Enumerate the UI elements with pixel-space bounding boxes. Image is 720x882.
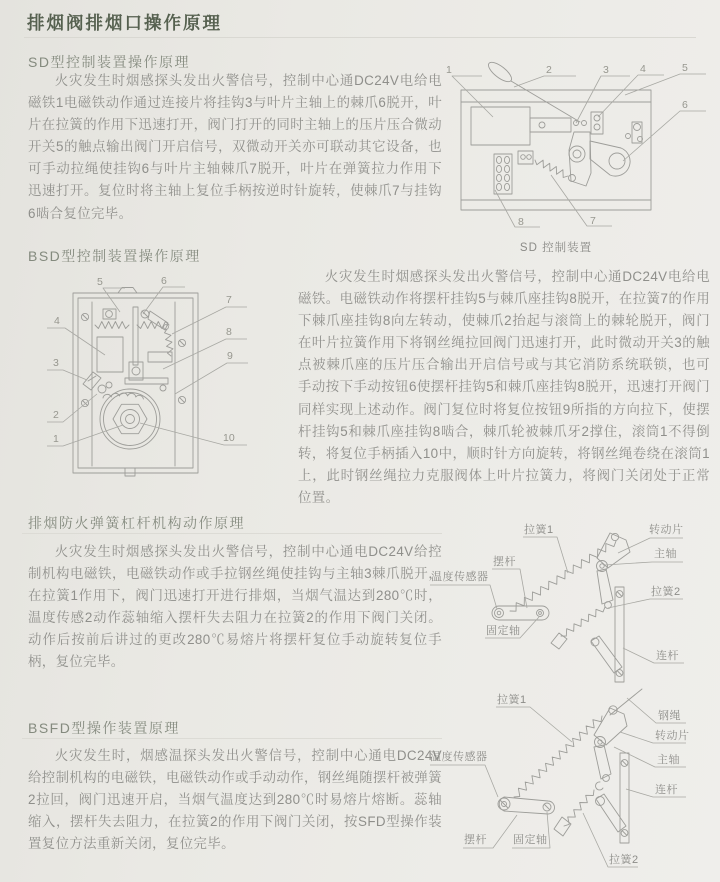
bsfd-spring2 xyxy=(564,790,594,826)
page-title: 排烟阀排烟口操作原理 xyxy=(27,14,222,34)
bsfd-section-heading: BSFD型操作装置原理 xyxy=(28,720,180,736)
bsd-section-body: 火灾发生时烟感探头发出火警信号，控制中心通DC24V电给电磁铁。电磁铁动作将摆杆挂钩5与棘爪座挂钩8脱开，在拉簧7的作用下棘爪座挂钩8向左转动，使棘爪2抬起与滚筒上的棘轮脱开，阀门在叶片拉簧作用下将钢丝绳拉回阀门迅速打开，此时微动开关3的触点被棘爪座的压片压合输出开启信号或与其它消防系统联锁，也可手动按下手动按钮6使摆杆挂钩5和棘爪座挂钩8脱开，迅速打开阀门同样实现上述动作。阀门复位时将复位按钮9所指的方向拉下，使摆杆挂钩5和棘爪座挂钩8啮合，棘爪轮被棘爪牙2撑住，滚筒1不得倒转，将复位手柄插入10中，顺时针方向旋转，将钢丝绳卷绕在滚筒1上，此时钢丝绳拉力克服阀体上叶片拉簧力，将阀门关闭处于正常位置。 xyxy=(298,269,710,505)
lever-figure xyxy=(430,505,720,690)
sd-pull-ring xyxy=(486,59,515,85)
bsfd-label-spring2: 拉簧2 xyxy=(609,854,639,866)
bsd-part-number-4: 4 xyxy=(54,315,60,327)
sd-part-number-7: 7 xyxy=(590,215,596,227)
sd-electromagnet xyxy=(471,107,530,145)
bsfd-steel-rope xyxy=(610,689,642,715)
sd-part-number-5: 5 xyxy=(682,62,688,74)
bsfd-label-rotating-plate: 转动片 xyxy=(655,730,690,742)
lever-label-main-shaft: 主轴 xyxy=(654,548,677,560)
sd-part-number-2: 2 xyxy=(546,64,552,76)
bsfd-label-fixed-shaft: 固定轴 xyxy=(513,834,548,846)
lever-label-spring1: 拉簧1 xyxy=(524,524,554,536)
bsfd-label-main-shaft: 主轴 xyxy=(657,754,680,766)
lever-spring2 xyxy=(561,607,605,636)
lever-label-pendulum: 摆杆 xyxy=(493,556,516,568)
sd-part-number-4: 4 xyxy=(640,63,646,75)
bsfd-section-body: 火灾发生时，烟感温探头发出火警信号，控制中心通电DC24V给控制机构的电磁铁，电磁铁动作或手动动作，钢丝绳随摆杆被弹簧2拉回，阀门迅速开启，当烟气温度达到280℃时易熔片熔断。蕊轴缩入，摆杆失去阻力，在拉簧2的作用下阀门关闭，按SFD型操作装置复位方法重新关闭，复位完毕。 xyxy=(28,748,442,852)
lever-label-fixed-shaft: 固定轴 xyxy=(486,625,521,637)
sd-cam xyxy=(590,141,630,176)
sd-spring xyxy=(535,160,568,178)
bsd-part-number-1: 1 xyxy=(53,433,59,445)
lever-fusible-link xyxy=(551,633,567,649)
bsd-electromagnet xyxy=(97,337,123,372)
bsfd-heading-rule xyxy=(22,738,442,739)
sd-pull-rope xyxy=(511,81,580,122)
lever-section-body: 火灾发生时烟感探头发出火警信号，控制中心通电DC24V给控制机构电磁铁，电磁铁动作或手拉钢丝绳使挂钩与主轴3棘爪脱开，在拉簧1作用下，阀门迅速打开进行排烟，当烟气温达到280℃时，温度传感2动作蕊轴缩入摆杆失去阻力在拉簧2的作用下阀门关闭。动作后按前后讲过的更改280℃易熔片将摆杆复位手动旋转复位手柄，复位完毕。 xyxy=(28,544,442,670)
lever-rotating-plate xyxy=(597,533,631,572)
bsfd-figure xyxy=(430,685,720,882)
bsd-drum xyxy=(100,389,160,449)
lever-pendulum xyxy=(492,606,549,620)
bsfd-spring1 xyxy=(514,716,602,797)
bsfd-pendulum xyxy=(498,797,555,814)
bsd-rod xyxy=(133,307,138,365)
sd-part-number-8: 8 xyxy=(518,216,524,228)
bsd-part-number-6: 6 xyxy=(161,275,167,287)
bsfd-label-pendulum: 摆杆 xyxy=(464,834,487,846)
bsfd-label-link-bar: 连杆 xyxy=(655,784,678,796)
sd-connecting-bar xyxy=(530,118,571,132)
lever-label-rotating-plate: 转动片 xyxy=(649,524,684,536)
bsd-pressure-bar xyxy=(125,378,168,384)
bsfd-label-steel-rope: 钢绳 xyxy=(658,710,681,722)
lever-label-link-bar: 连杆 xyxy=(656,650,679,662)
bsd-part-number-9: 9 xyxy=(227,350,233,362)
lever-lower-plate xyxy=(591,636,622,673)
bsfd-rotating-plate xyxy=(594,706,627,748)
bsd-pawl xyxy=(98,385,106,393)
bsd-section-heading: BSD型控制装置操作原理 xyxy=(28,248,201,264)
sd-hook-plate xyxy=(569,132,591,186)
bsd-part-number-5: 5 xyxy=(97,276,103,288)
lever-label-spring2: 拉簧2 xyxy=(651,586,681,598)
sd-part-number-3: 3 xyxy=(603,64,609,76)
bsd-figure xyxy=(45,272,295,484)
lever-label-temp-sensor: 温度传感器 xyxy=(431,571,489,583)
bsd-part-number-3: 3 xyxy=(53,357,59,369)
sd-figure xyxy=(438,55,720,257)
sd-section-heading: SD型控制装置操作原理 xyxy=(28,54,190,70)
bsfd-label-temp-sensor: 温度传感器 xyxy=(430,751,488,763)
bsd-part-number-8: 8 xyxy=(226,326,232,338)
lever-link-bar xyxy=(615,587,624,682)
bsfd-main-shaft-link xyxy=(594,745,611,779)
sd-part-number-6: 6 xyxy=(682,99,688,111)
bsd-part-number-7: 7 xyxy=(226,294,232,306)
lever-heading-rule xyxy=(22,533,442,534)
lever-main-shaft-link xyxy=(597,569,613,604)
bsfd-label-spring1: 拉簧1 xyxy=(497,694,527,706)
lever-section-heading: 排烟防火弹簧杠杆机构动作原理 xyxy=(28,515,245,531)
title-divider xyxy=(24,37,696,38)
bsd-part-number-10: 10 xyxy=(223,432,235,444)
bsd-top-spring-left xyxy=(95,322,129,329)
bsfd-lower-plate xyxy=(596,794,626,832)
sd-figure-caption: SD 控制装置 xyxy=(519,242,593,254)
sd-part-number-1: 1 xyxy=(446,64,452,76)
bsd-part-number-2: 2 xyxy=(53,409,59,421)
sd-section-body: 火灾发生时烟感探头发出火警信号，控制中心通DC24V电给电磁铁1电磁铁动作通过连接片将挂钩3与叶片主轴上的棘爪6脱开，叶片在拉簧的作用下迅速打开，阀门打开的同时主轴上的压片压合微动开关5的触点输出阀门开启信号，双微动开关亦可联动其它设备，也可手动拉绳使挂钩6与叶片主轴棘爪7脱开，叶片在弹簧拉力作用下迅速打开。复位时将主轴上复位手柄按逆时针旋转，使棘爪7与挂钩6啮合复位完毕。 xyxy=(28,73,442,221)
